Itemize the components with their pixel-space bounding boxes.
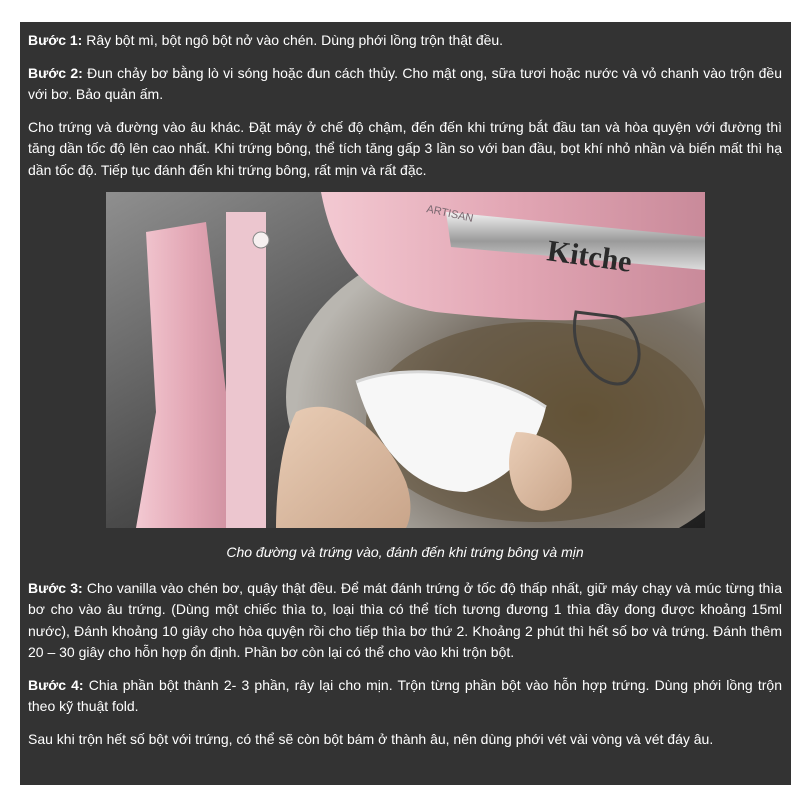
step-2-paragraph (28, 63, 782, 106)
step-1-paragraph (28, 30, 782, 52)
step-1-text: Rây bột mì, bột ngô bột nở vào chén. Dùng phới lồng trộn thật đều. (82, 32, 504, 48)
step-4-text: Chia phần bột thành 2- 3 phần, rây lại cho mịn. Trộn từng phần bột vào hỗn hợp trứng. Dùng phới lồng trộn theo kỹ thuật fold. (28, 676, 783, 714)
model-label-text: ARTISAN (424, 203, 474, 225)
step-3-text: Cho vanilla vào chén bơ, quậy thật đều. Để mát đánh trứng ở tốc độ thấp nhất, giữ máy chạy và múc từng thìa bơ cho vào âu trứng. (Dùng một chiếc thìa to, loại thìa có thể tích tương đương 1 thìa đầy đong được khoảng 15ml nước), Đánh khoảng 10 giây cho hòa quyện rồi cho tiếp thìa bơ thứ 2. Khoảng 2 phút thì hết số bơ và trứng. Đánh thêm 20 – 30 giây cho hỗn hợp ổn định. Phần bơ còn lại có thể cho vào khi trộn bột. (28, 579, 782, 660)
final-paragraph: Sau khi trộn hết số bột với trứng, có thể sẽ còn bột bám ở thành âu, nên dùng phới vét vài vòng và vét đáy âu. (28, 730, 714, 747)
article-panel (20, 22, 791, 785)
step-3-label: Bước 3: (28, 579, 83, 596)
step-2-text: Đun chảy bơ bằng lò vi sóng hoặc đun cách thủy. Cho mật ong, sữa tươi hoặc nước và vỏ chanh vào trộn đều với bơ. Bảo quản ấm. (28, 64, 782, 102)
figure-caption: Cho đường và trứng vào, đánh đến khi trứng bông và mịn (226, 544, 584, 560)
brand-logo-text: Kitche (544, 234, 634, 279)
step-2-label: Bước 2: (28, 64, 83, 81)
mixer-photo (106, 192, 705, 528)
eggs-paragraph: Cho trứng và đường vào âu khác. Đặt máy ở chế độ chậm, đến đến khi trứng bắt đầu tan và hòa quyện với đường thì tăng dần tốc độ lên cao nhất. Khi trứng bông, thể tích tăng gấp 3 lần so với ban đầu, bọt khí nhỏ nhần và biến mất thì hạ dần tốc độ. Tiếp tục đánh đến khi trứng bông, rất mịn và rất đặc. (28, 118, 782, 178)
mixer-illustration (106, 192, 705, 528)
step-3-paragraph (28, 578, 782, 664)
step-4-label: Bước 4: (28, 676, 84, 693)
step-4-paragraph (28, 675, 782, 718)
step-1-label: Bước 1: (28, 32, 83, 48)
